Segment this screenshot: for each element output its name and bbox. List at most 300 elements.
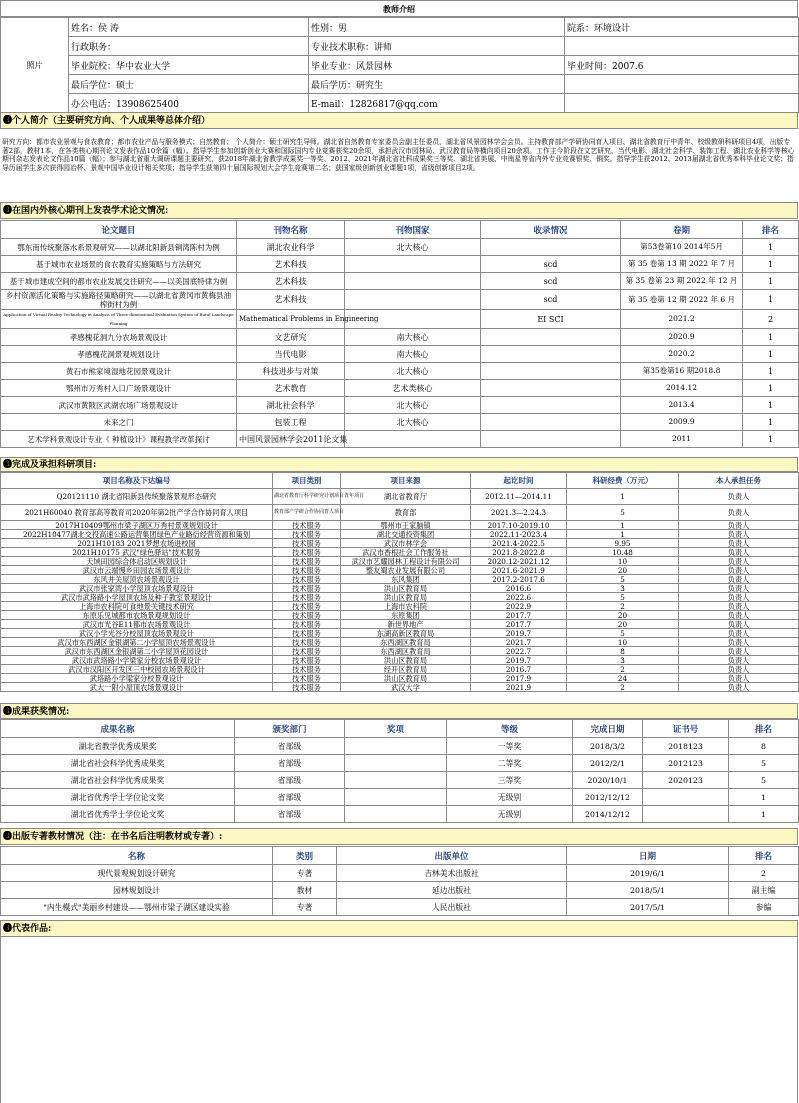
- book-row-cell: 2017/5/1: [567, 899, 729, 916]
- project-row: [1, 539, 799, 548]
- paper-row-cell: 2013.4: [621, 397, 743, 414]
- project-row-cell: 1: [567, 521, 679, 530]
- project-row-cell: 技术服务: [273, 548, 341, 557]
- paper-row-cell: 北大核心: [345, 397, 481, 414]
- paper-row-cell: 基于城市农业场景的食农教育实施策略与方法研究: [1, 256, 237, 273]
- award-row-cell: [345, 738, 447, 755]
- book-row-cell: 专著: [273, 899, 337, 916]
- paper-row-cell: 第35卷第16 期2018.8: [621, 363, 743, 380]
- award-row-cell: 省部级: [235, 772, 345, 789]
- paper-row-cell: 南大核心: [345, 329, 481, 346]
- award-row-cell: 三等奖: [447, 772, 573, 789]
- paper-row-cell: scd: [481, 273, 621, 290]
- paper-row-cell: 2020.2: [621, 346, 743, 363]
- project-row-cell: 2021.4-2022.5: [471, 539, 567, 548]
- project-row-cell: 技术服务: [273, 683, 341, 692]
- awards-col-cert: 证书号: [643, 720, 729, 738]
- paper-row-cell: 1: [743, 380, 799, 397]
- paper-row-cell: 1: [743, 363, 799, 380]
- project-row-cell: 技术服务: [273, 665, 341, 674]
- award-row-cell: 2012/12/12: [573, 789, 643, 806]
- paper-row-cell: 湖北社会科学: [237, 397, 345, 414]
- award-row-cell: 省部级: [235, 738, 345, 755]
- awards-table: [0, 719, 799, 823]
- books-col-publisher: 出版单位: [337, 847, 567, 865]
- project-row-cell: 负责人: [679, 505, 799, 521]
- project-row: [1, 521, 799, 530]
- project-row-cell: Q20121110 湖北省阳新县传统聚落景观形态研究: [1, 489, 273, 505]
- project-row: [1, 629, 799, 638]
- paper-row-cell: [481, 363, 621, 380]
- paper-row-cell: 1: [743, 239, 799, 256]
- project-row: [1, 566, 799, 575]
- profile-department: 院系：环境设计: [565, 18, 799, 37]
- profile-table: [0, 17, 799, 113]
- project-row-cell: 技术服务: [273, 530, 341, 539]
- award-row-cell: [643, 806, 729, 823]
- paper-row-cell: 1: [743, 431, 799, 448]
- project-row-cell: 教育部产学研合作协同育人项目: [273, 505, 341, 521]
- project-row: [1, 647, 799, 656]
- paper-row-cell: scd: [481, 256, 621, 273]
- project-row-cell: 负责人: [679, 665, 799, 674]
- project-row-cell: 2021H10183 2021梦想农场进校园: [1, 539, 273, 548]
- project-row-cell: 2021.3—2.24.3: [471, 505, 567, 521]
- project-row-cell: 负责人: [679, 548, 799, 557]
- paper-row: [1, 310, 799, 329]
- award-row-cell: [345, 806, 447, 823]
- project-row-cell: 武汉市艺耀园林工程设计有限公司: [341, 557, 471, 566]
- project-row-cell: 技术服务: [273, 602, 341, 611]
- project-row-cell: 1: [567, 530, 679, 539]
- project-row: [1, 656, 799, 665]
- award-row-cell: 二等奖: [447, 755, 573, 772]
- project-row-cell: 8: [567, 647, 679, 656]
- paper-row-cell: [481, 431, 621, 448]
- book-row-cell: 园林规划设计: [1, 882, 273, 899]
- section-books-header: ❸出版专著教材情况（注：在书名后注明教材或专著）:: [0, 828, 798, 845]
- project-row-cell: 武汉大学: [341, 683, 471, 692]
- book-row: [1, 882, 799, 899]
- project-row-cell: 武汉市东西湖区金银湖第二小学屋顶花园设计: [1, 647, 273, 656]
- award-row-cell: 湖北省优秀学士学位论文奖: [1, 806, 235, 823]
- project-row-cell: 2017.7: [471, 620, 567, 629]
- paper-row-cell: 2011: [621, 431, 743, 448]
- project-row-cell: 10: [567, 557, 679, 566]
- project-row-cell: 负责人: [679, 521, 799, 530]
- project-row-cell: 2021H60040 教育部高等教育司2020年第2批产学合作协同育人项目: [1, 505, 273, 521]
- profile-education: 最后学历：研究生: [309, 75, 565, 94]
- projects-col-type: 项目类别: [273, 473, 341, 489]
- books-col-type: 类别: [273, 847, 337, 865]
- works-area: [0, 937, 798, 1103]
- paper-row-cell: 基于城市建成空间的都市农业发展交往研究——以美国底特律为例: [1, 273, 237, 290]
- project-row-cell: 负责人: [679, 489, 799, 505]
- project-row: [1, 575, 799, 584]
- project-row-cell: 20: [567, 566, 679, 575]
- project-row-cell: 2022.6: [471, 593, 567, 602]
- paper-row-cell: 艺术学科景观设计专业《 种植设计》课程教学改革探讨: [1, 431, 237, 448]
- award-row-cell: 5: [729, 755, 799, 772]
- papers-col-rank: 排名: [743, 221, 799, 239]
- project-row-cell: 20: [567, 620, 679, 629]
- project-row-cell: 武汉市武珞路小学梁家分校农场景观设计: [1, 656, 273, 665]
- project-row-cell: 东原集团: [341, 611, 471, 620]
- project-row-cell: 负责人: [679, 584, 799, 593]
- project-row-cell: 东原乐见城都市农场景观规划设计: [1, 611, 273, 620]
- project-row-cell: 20: [567, 611, 679, 620]
- projects-table: [0, 472, 799, 692]
- project-row-cell: 2012.11—2014.11: [471, 489, 567, 505]
- papers-col-title: 论文题目: [1, 221, 237, 239]
- project-row: [1, 638, 799, 647]
- award-row-cell: 湖北省社会科学优秀成果奖: [1, 772, 235, 789]
- paper-row-cell: [481, 329, 621, 346]
- paper-row-cell: 艺术教育: [237, 380, 345, 397]
- award-row-cell: [345, 772, 447, 789]
- books-table: [0, 846, 799, 916]
- project-row-cell: 武汉市武珞路小学屋顶农场及种子教室景观设计: [1, 593, 273, 602]
- paper-row-cell: [481, 414, 621, 431]
- project-row-cell: 2: [567, 602, 679, 611]
- paper-row-cell: 2021.2: [621, 310, 743, 329]
- project-row-cell: 技术服务: [273, 647, 341, 656]
- profile-title: 专业技术职称：讲师: [309, 37, 565, 56]
- project-row-cell: 负责人: [679, 593, 799, 602]
- paper-row-cell: [345, 256, 481, 273]
- award-row-cell: 2012123: [643, 755, 729, 772]
- project-row-cell: 经开区教育局: [341, 665, 471, 674]
- award-row: [1, 772, 799, 789]
- paper-row-cell: 1: [743, 346, 799, 363]
- paper-row-cell: [345, 273, 481, 290]
- project-row-cell: 武汉市张家湾小学屋顶农场景观设计: [1, 584, 273, 593]
- project-row-cell: 负责人: [679, 629, 799, 638]
- book-row-cell: 延边出版社: [337, 882, 567, 899]
- project-row-cell: 3: [567, 584, 679, 593]
- section-projects-header: ❸完成及承担科研项目:: [0, 457, 798, 472]
- award-row-cell: 湖北省教学优秀成果奖: [1, 738, 235, 755]
- paper-row-cell: 艺术类核心: [345, 380, 481, 397]
- project-row-cell: 洪山区教育局: [341, 656, 471, 665]
- paper-row-cell: 鄂州市万秀村入口广场景观设计: [1, 380, 237, 397]
- profile-degree: 最后学位：硕士: [69, 75, 309, 94]
- book-row-cell: 吉林美术出版社: [337, 865, 567, 882]
- project-row-cell: 3: [567, 656, 679, 665]
- project-row-cell: 5: [567, 629, 679, 638]
- profile-major: 毕业专业：风景园林: [309, 56, 565, 75]
- project-row-cell: 技术服务: [273, 620, 341, 629]
- paper-row-cell: 孝感槐花洞九分农场景观设计: [1, 329, 237, 346]
- paper-row-cell: 艺术科技: [237, 256, 345, 273]
- project-row-cell: 洪山区教育局: [341, 584, 471, 593]
- project-row-cell: 24: [567, 674, 679, 683]
- intro-text: 研究方向：都市农业景观与食农教育；都市农业产品与服务模式；自然教育； 个人简介：硕士研究生导师。湖北省自然教育专家委员会副主任委员，湖北省风景园林学会会员。主持教育部产学研协同育人项目、湖北省教育厅中青年、校级教研科研项目4项，出版专著2部，教材1本，在各类核心期刊论文发表作品10余篇（幅）。指导学生参加创新创业大赛和国际国内专业竞赛获奖20余项，承担武汉市园林局、武汉教育局等横向项目20余项。工作主今阶段在文艺研究、当代电影、湖北社会科学、装饰工程、湖北农业科学等核心期刊杂志发表论文作品10篇（幅）；参与湖北省重大调研课题主要研究，获2018年湖北省教学成果奖一等奖、2012、2021年湖北省社科成果奖三等奖、湖北省美展、中南星等省内外专业竞赛银奖、铜奖。指导学生获2012、2013届湖北省优秀本科毕业论文奖；指导历届学生多次获得园冶杯、景观中国毕业设计相关奖项；指导学生获第四十届国际规划大会学生竞赛第二名；获国家级创新创业课题1项，省级创新项目2项。: [2, 138, 795, 172]
- book-row-cell: 专著: [273, 865, 337, 882]
- project-row-cell: 湖北省教育厅: [341, 489, 471, 505]
- paper-row-cell: 1: [743, 397, 799, 414]
- paper-row-cell: 中国风景园林学会2011论文集: [237, 431, 345, 448]
- project-row-cell: 2022H10477湖北交投高速公路运营集团绿色产业路衍经营资源和策划: [1, 530, 273, 539]
- project-row-cell: 2017.9: [471, 674, 567, 683]
- project-row-cell: 技术服务: [273, 521, 341, 530]
- section-intro-header: ❸个人简介（主要研究方向、个人成果等总体介绍）: [0, 112, 798, 129]
- paper-row-cell: [481, 380, 621, 397]
- paper-row-cell: [481, 346, 621, 363]
- projects-col-name: 项目名称及下达编号: [1, 473, 273, 489]
- project-row-cell: 负责人: [679, 674, 799, 683]
- paper-row-cell: 北大核心: [345, 414, 481, 431]
- project-row-cell: 东西湖区教育局: [341, 638, 471, 647]
- project-row-cell: 武汉市云端慢乡田园农场景观设计: [1, 566, 273, 575]
- projects-col-role: 本人承担任务: [679, 473, 799, 489]
- section-awards-header: ❸成果获奖情况:: [0, 703, 798, 719]
- project-row-cell: 洪山区教育局: [341, 674, 471, 683]
- award-row-cell: 5: [729, 772, 799, 789]
- paper-row-cell: [345, 290, 481, 310]
- project-row-cell: 负责人: [679, 539, 799, 548]
- award-row-cell: 省部级: [235, 789, 345, 806]
- profile-phone: 办公电话：13908625400: [69, 94, 309, 113]
- award-row-cell: 2020/10/1: [573, 772, 643, 789]
- project-row: [1, 602, 799, 611]
- paper-row-cell: Mathematical Problems in Engineering: [237, 310, 345, 329]
- project-row-cell: 上海市农科院可食地景关键技术研究: [1, 602, 273, 611]
- project-row-cell: 2: [567, 665, 679, 674]
- project-row-cell: 武大一附小屋顶农场景观设计: [1, 683, 273, 692]
- award-row-cell: 2012/2/1: [573, 755, 643, 772]
- project-row-cell: 2021.8-2022.8: [471, 548, 567, 557]
- books-col-name: 名称: [1, 847, 273, 865]
- project-row-cell: 2017.7: [471, 611, 567, 620]
- awards-col-rank: 排名: [729, 720, 799, 738]
- project-row-cell: 2021.9: [471, 683, 567, 692]
- award-row: [1, 806, 799, 823]
- section-works-header: ❸代表作品:: [0, 920, 798, 937]
- award-row-cell: [345, 755, 447, 772]
- paper-row-cell: 第 35 卷第 12 期 2022 年 6 月: [621, 290, 743, 310]
- projects-col-period: 起讫时间: [471, 473, 567, 489]
- project-row-cell: 湖北省教育厅科学研究计划项目青年项目: [273, 489, 341, 505]
- paper-row-cell: 1: [743, 273, 799, 290]
- project-row-cell: 整友蜀农业发展有限公司: [341, 566, 471, 575]
- book-row-cell: 2018/5/1: [567, 882, 729, 899]
- profile-gender: 性别：男: [309, 18, 565, 37]
- project-row-cell: 武珞路小学梁家分校景观设计: [1, 674, 273, 683]
- awards-col-award: 奖项: [345, 720, 447, 738]
- project-row-cell: 负责人: [679, 620, 799, 629]
- paper-row: [1, 414, 799, 431]
- paper-row-cell: 北大核心: [345, 363, 481, 380]
- award-row-cell: 湖北省社会科学优秀成果奖: [1, 755, 235, 772]
- paper-row-cell: EI SCI: [481, 310, 621, 329]
- award-row-cell: 2020123: [643, 772, 729, 789]
- paper-row-cell: scd: [481, 290, 621, 310]
- project-row-cell: 鄂州市王家脑镇: [341, 521, 471, 530]
- project-row-cell: 技术服务: [273, 566, 341, 575]
- papers-col-volume: 卷期: [621, 221, 743, 239]
- project-row-cell: 负责人: [679, 638, 799, 647]
- paper-row-cell: 艺术科技: [237, 273, 345, 290]
- profile-school: 毕业院校：华中农业大学: [69, 56, 309, 75]
- book-row-cell: 2: [729, 865, 799, 882]
- paper-row-cell: 1: [743, 329, 799, 346]
- paper-row-cell: 2: [743, 310, 799, 329]
- award-row-cell: 省部级: [235, 755, 345, 772]
- awards-col-dept: 颁奖部门: [235, 720, 345, 738]
- paper-row: [1, 329, 799, 346]
- project-row-cell: 天域田园综合体启动区规划设计: [1, 557, 273, 566]
- project-row-cell: 负责人: [679, 530, 799, 539]
- project-row-cell: 2017.2-2017.6: [471, 575, 567, 584]
- paper-row: [1, 290, 799, 310]
- project-row-cell: 技术服务: [273, 539, 341, 548]
- project-row-cell: 教育部: [341, 505, 471, 521]
- project-row-cell: 负责人: [679, 602, 799, 611]
- paper-row-cell: 当代电影: [237, 346, 345, 363]
- book-row-cell: 现代景观规划设计研究: [1, 865, 273, 882]
- paper-row-cell: 第 35 卷第 23 期 2022 年 12 月: [621, 273, 743, 290]
- paper-row-cell: [481, 239, 621, 256]
- project-row: [1, 620, 799, 629]
- project-row-cell: 武汉市光谷E11都市农场景观设计: [1, 620, 273, 629]
- profile-admin-position: 行政职务：: [69, 37, 309, 56]
- paper-row-cell: Application of Virtual Reality Technology in Analysis of Three-dimensional Evaluation System of Rural Landscape Planning: [1, 310, 237, 329]
- project-row-cell: 技术服务: [273, 638, 341, 647]
- project-row-cell: 2016.6: [471, 584, 567, 593]
- project-row-cell: 5: [567, 575, 679, 584]
- papers-col-country: 刊物国家: [345, 221, 481, 239]
- paper-row-cell: 1: [743, 256, 799, 273]
- paper-row: [1, 397, 799, 414]
- awards-col-name: 成果名称: [1, 720, 235, 738]
- project-row: [1, 505, 799, 521]
- project-row-cell: 技术服务: [273, 674, 341, 683]
- awards-col-level: 等级: [447, 720, 573, 738]
- project-row: [1, 557, 799, 566]
- project-row-cell: 技术服务: [273, 593, 341, 602]
- paper-row-cell: 艺术科技: [237, 290, 345, 310]
- project-row-cell: 负责人: [679, 557, 799, 566]
- award-row-cell: 湖北省优秀学士学位论文奖: [1, 789, 235, 806]
- project-row-cell: 10.48: [567, 548, 679, 557]
- paper-row: [1, 363, 799, 380]
- project-row-cell: 技术服务: [273, 656, 341, 665]
- project-row: [1, 593, 799, 602]
- book-row: [1, 899, 799, 916]
- project-row-cell: 武汉市东西湖区金银湖第二小学屋顶农场景观设计: [1, 638, 273, 647]
- project-row-cell: 2022.11-2023.4: [471, 530, 567, 539]
- award-row: [1, 738, 799, 755]
- project-row-cell: 2022.7: [471, 647, 567, 656]
- paper-row-cell: [481, 397, 621, 414]
- project-row-cell: 2021.6-2021.9: [471, 566, 567, 575]
- section-papers-header: ❸在国内外核心期刊上发表学术论文情况:: [0, 202, 798, 219]
- paper-row-cell: 第 35 卷第 13 期 2022 年 7 月: [621, 256, 743, 273]
- project-row: [1, 674, 799, 683]
- award-row-cell: 8: [729, 738, 799, 755]
- book-row: [1, 865, 799, 882]
- project-row-cell: 1: [567, 489, 679, 505]
- paper-row-cell: 1: [743, 414, 799, 431]
- book-row-cell: 2019/6/1: [567, 865, 729, 882]
- paper-row-cell: 1: [743, 290, 799, 310]
- award-row-cell: 一等奖: [447, 738, 573, 755]
- project-row: [1, 584, 799, 593]
- project-row-cell: 东风集团: [341, 575, 471, 584]
- paper-row-cell: 北大核心: [345, 239, 481, 256]
- award-row-cell: 省部级: [235, 806, 345, 823]
- book-row-cell: 副主编: [729, 882, 799, 899]
- award-row: [1, 789, 799, 806]
- project-row-cell: 5: [567, 505, 679, 521]
- profile-grad-time: 毕业时间：2007.6: [565, 56, 799, 75]
- books-col-date: 日期: [567, 847, 729, 865]
- project-row-cell: 负责人: [679, 683, 799, 692]
- paper-row-cell: 南大核心: [345, 346, 481, 363]
- project-row-cell: 2: [567, 683, 679, 692]
- project-row-cell: 2017H10409鄂州市梁子湖区万秀村景观规划设计: [1, 521, 273, 530]
- paper-row-cell: [345, 431, 481, 448]
- project-row-cell: 东湖高新区教育局: [341, 629, 471, 638]
- paper-row-cell: 2020.9: [621, 329, 743, 346]
- project-row-cell: 武汉市汉阳区开发区三中校园农场景观设计: [1, 665, 273, 674]
- project-row-cell: 技术服务: [273, 611, 341, 620]
- paper-row: [1, 256, 799, 273]
- project-row-cell: 负责人: [679, 611, 799, 620]
- award-row-cell: 无级别: [447, 789, 573, 806]
- project-row-cell: 东西湖区教育局: [341, 647, 471, 656]
- paper-row: [1, 239, 799, 256]
- paper-row-cell: 第53卷第10 2014年5月: [621, 239, 743, 256]
- award-row-cell: 1: [729, 789, 799, 806]
- paper-row-cell: 鄂东南传统聚落水系景观研究——以湖北阳新县铜湾陈村为例: [1, 239, 237, 256]
- paper-row-cell: 2009.9: [621, 414, 743, 431]
- project-row-cell: 东风井关屋顶农场景观设计: [1, 575, 273, 584]
- project-row-cell: 新世界地产: [341, 620, 471, 629]
- project-row-cell: 5: [567, 593, 679, 602]
- project-row: [1, 611, 799, 620]
- award-row-cell: 2018123: [643, 738, 729, 755]
- project-row-cell: 2017.10-2019.10: [471, 521, 567, 530]
- paper-row: [1, 346, 799, 363]
- project-row-cell: 湖北交通投资集团: [341, 530, 471, 539]
- project-row-cell: 技术服务: [273, 584, 341, 593]
- book-row-cell: 参编: [729, 899, 799, 916]
- project-row: [1, 548, 799, 557]
- paper-row-cell: 未来之门: [1, 414, 237, 431]
- project-row-cell: 武汉市香根社会工作服务社: [341, 548, 471, 557]
- photo-placeholder: 照片: [1, 18, 69, 113]
- project-row-cell: 9.95: [567, 539, 679, 548]
- award-row-cell: [345, 789, 447, 806]
- project-row-cell: 武汉小学光谷分校屋顶农场景观设计: [1, 629, 273, 638]
- papers-table: [0, 220, 799, 448]
- project-row: [1, 683, 799, 692]
- projects-col-funding: 科研经费（万元）: [567, 473, 679, 489]
- project-row-cell: 技术服务: [273, 629, 341, 638]
- project-row-cell: 负责人: [679, 575, 799, 584]
- paper-row-cell: 乡村资源活化策略与实施路径策略研究——以湖北省黄冈市黄梅县油榨街村为例: [1, 290, 237, 310]
- project-row-cell: 2022.9: [471, 602, 567, 611]
- project-row-cell: 2019.7: [471, 656, 567, 665]
- project-row-cell: 技术服务: [273, 557, 341, 566]
- paper-row-cell: 2014.12: [621, 380, 743, 397]
- awards-col-date: 完成日期: [573, 720, 643, 738]
- projects-col-source: 项目来源: [341, 473, 471, 489]
- project-row: [1, 665, 799, 674]
- award-row-cell: [643, 789, 729, 806]
